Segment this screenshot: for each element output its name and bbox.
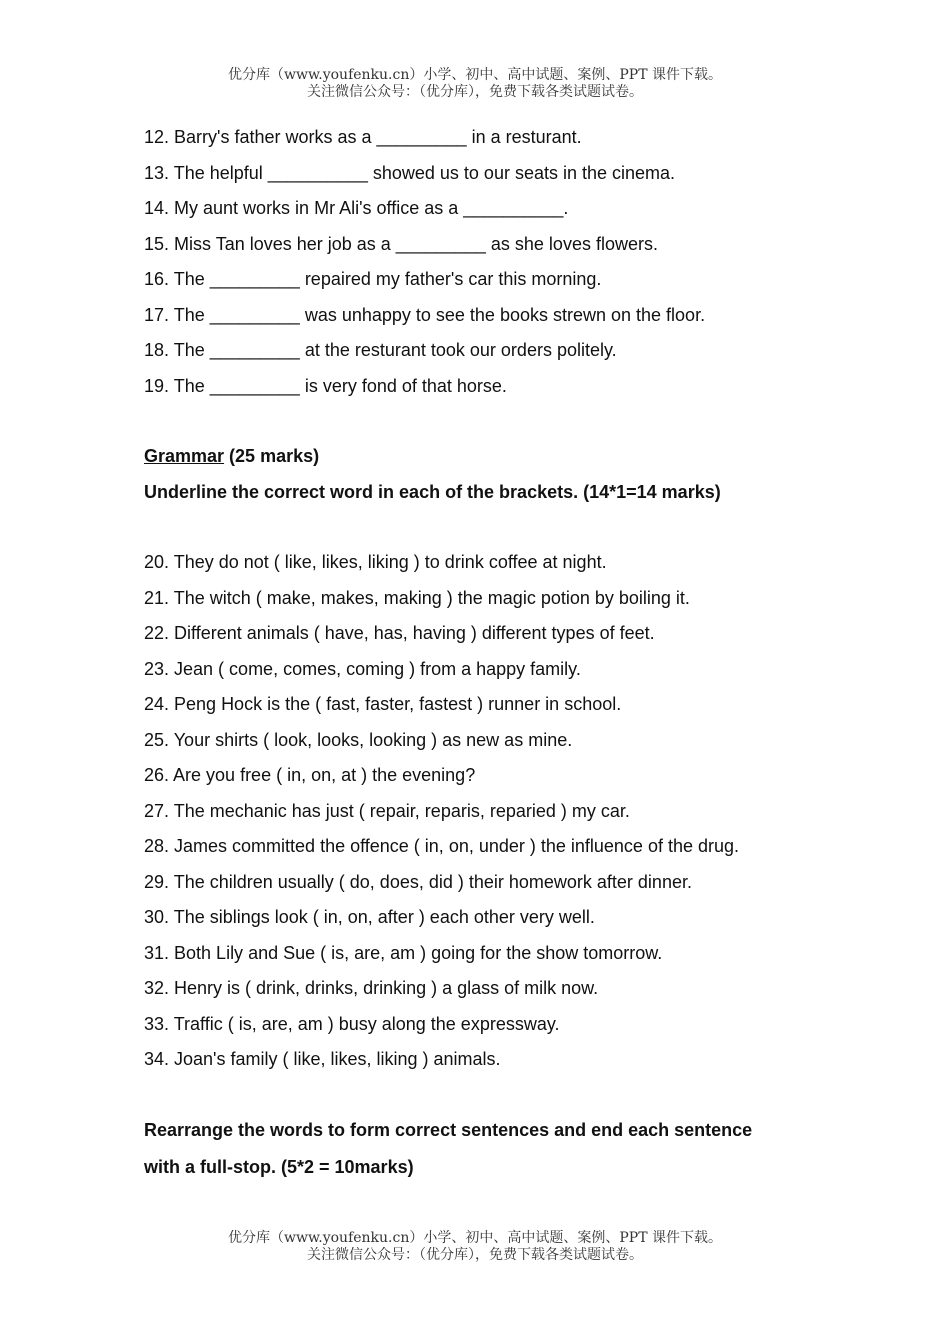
spacer: [144, 406, 844, 441]
question-26: 26. Are you free ( in, on, at ) the evening?: [144, 765, 476, 785]
question-12: 12. Barry's father works as a _________ in a resturant.: [144, 127, 582, 147]
question-31: 31. Both Lily and Sue ( is, are, am ) going for the show tomorrow.: [144, 942, 663, 963]
question-28: 28. James committed the offence ( in, on, under ) the influence of the drug.: [144, 836, 740, 856]
rearrange-instruction-line1: Rearrange the words to form correct sentences and end each sentence: [144, 1119, 753, 1140]
question-25: 25. Your shirts ( look, looks, looking ) as new as mine.: [144, 729, 573, 750]
question-21: 21. The witch ( make, makes, making ) the magic potion by boiling it.: [144, 587, 690, 608]
grammar-heading: [144, 441, 844, 477]
question-16: 16. The _________ repaired my father's car this morning.: [144, 269, 602, 289]
grammar-heading-marks: (25 marks): [224, 446, 320, 466]
question-22: 22. Different animals ( have, has, having ) different types of feet.: [144, 623, 655, 643]
footer-watermark-line2: 关注微信公众号：（优分库），免费下载各类试题试卷。: [307, 1247, 643, 1263]
question-27: 27. The mechanic has just ( repair, reparis, reparied ) my car.: [144, 800, 630, 821]
grammar-heading-title: Grammar: [144, 446, 225, 466]
question-19: 19. The _________ is very fond of that horse.: [144, 375, 507, 396]
question-34: 34. Joan's family ( like, likes, liking ) animals.: [144, 1049, 501, 1069]
question-20: 20. They do not ( like, likes, liking ) to drink coffee at night.: [144, 552, 607, 572]
question-13: 13. The helpful __________ showed us to our seats in the cinema.: [144, 162, 676, 183]
question-29: 29. The children usually ( do, does, did ) their homework after dinner.: [144, 871, 692, 892]
question-32: 32. Henry is ( drink, drinks, drinking ) a glass of milk now.: [144, 978, 599, 998]
grammar-instruction: Underline the correct word in each of the brackets. (14*1=14 marks): [144, 481, 721, 502]
header-watermark: [0, 67, 950, 101]
header-watermark-line1: 优分库（www.youfenku.cn）小学、初中、高中试题、案例、PPT 课件下载。: [227, 67, 722, 83]
worksheet-content: [144, 122, 844, 1189]
question-23: 23. Jean ( come, comes, coming ) from a happy family.: [144, 658, 581, 679]
spacer: [144, 512, 844, 547]
spacer: [144, 1080, 844, 1115]
footer-watermark: [0, 1230, 950, 1264]
question-30: 30. The siblings look ( in, on, after ) each other very well.: [144, 907, 595, 927]
question-33: 33. Traffic ( is, are, am ) busy along the expressway.: [144, 1013, 560, 1034]
question-18: 18. The _________ at the resturant took our orders politely.: [144, 340, 617, 360]
question-24: 24. Peng Hock is the ( fast, faster, fastest ) runner in school.: [144, 694, 622, 714]
question-17: 17. The _________ was unhappy to see the books strewn on the floor.: [144, 304, 706, 325]
rearrange-instruction-line2: with a full-stop. (5*2 = 10marks): [144, 1156, 414, 1177]
vocabulary-list: [144, 122, 844, 406]
grammar-list: [144, 547, 844, 1080]
footer-watermark-line1: 优分库（www.youfenku.cn）小学、初中、高中试题、案例、PPT 课件下载。: [227, 1230, 722, 1246]
question-15: 15. Miss Tan loves her job as a _________ as she loves flowers.: [144, 233, 658, 254]
header-watermark-line2: 关注微信公众号：（优分库），免费下载各类试题试卷。: [307, 84, 643, 100]
question-14: 14. My aunt works in Mr Ali's office as a __________.: [144, 198, 569, 218]
